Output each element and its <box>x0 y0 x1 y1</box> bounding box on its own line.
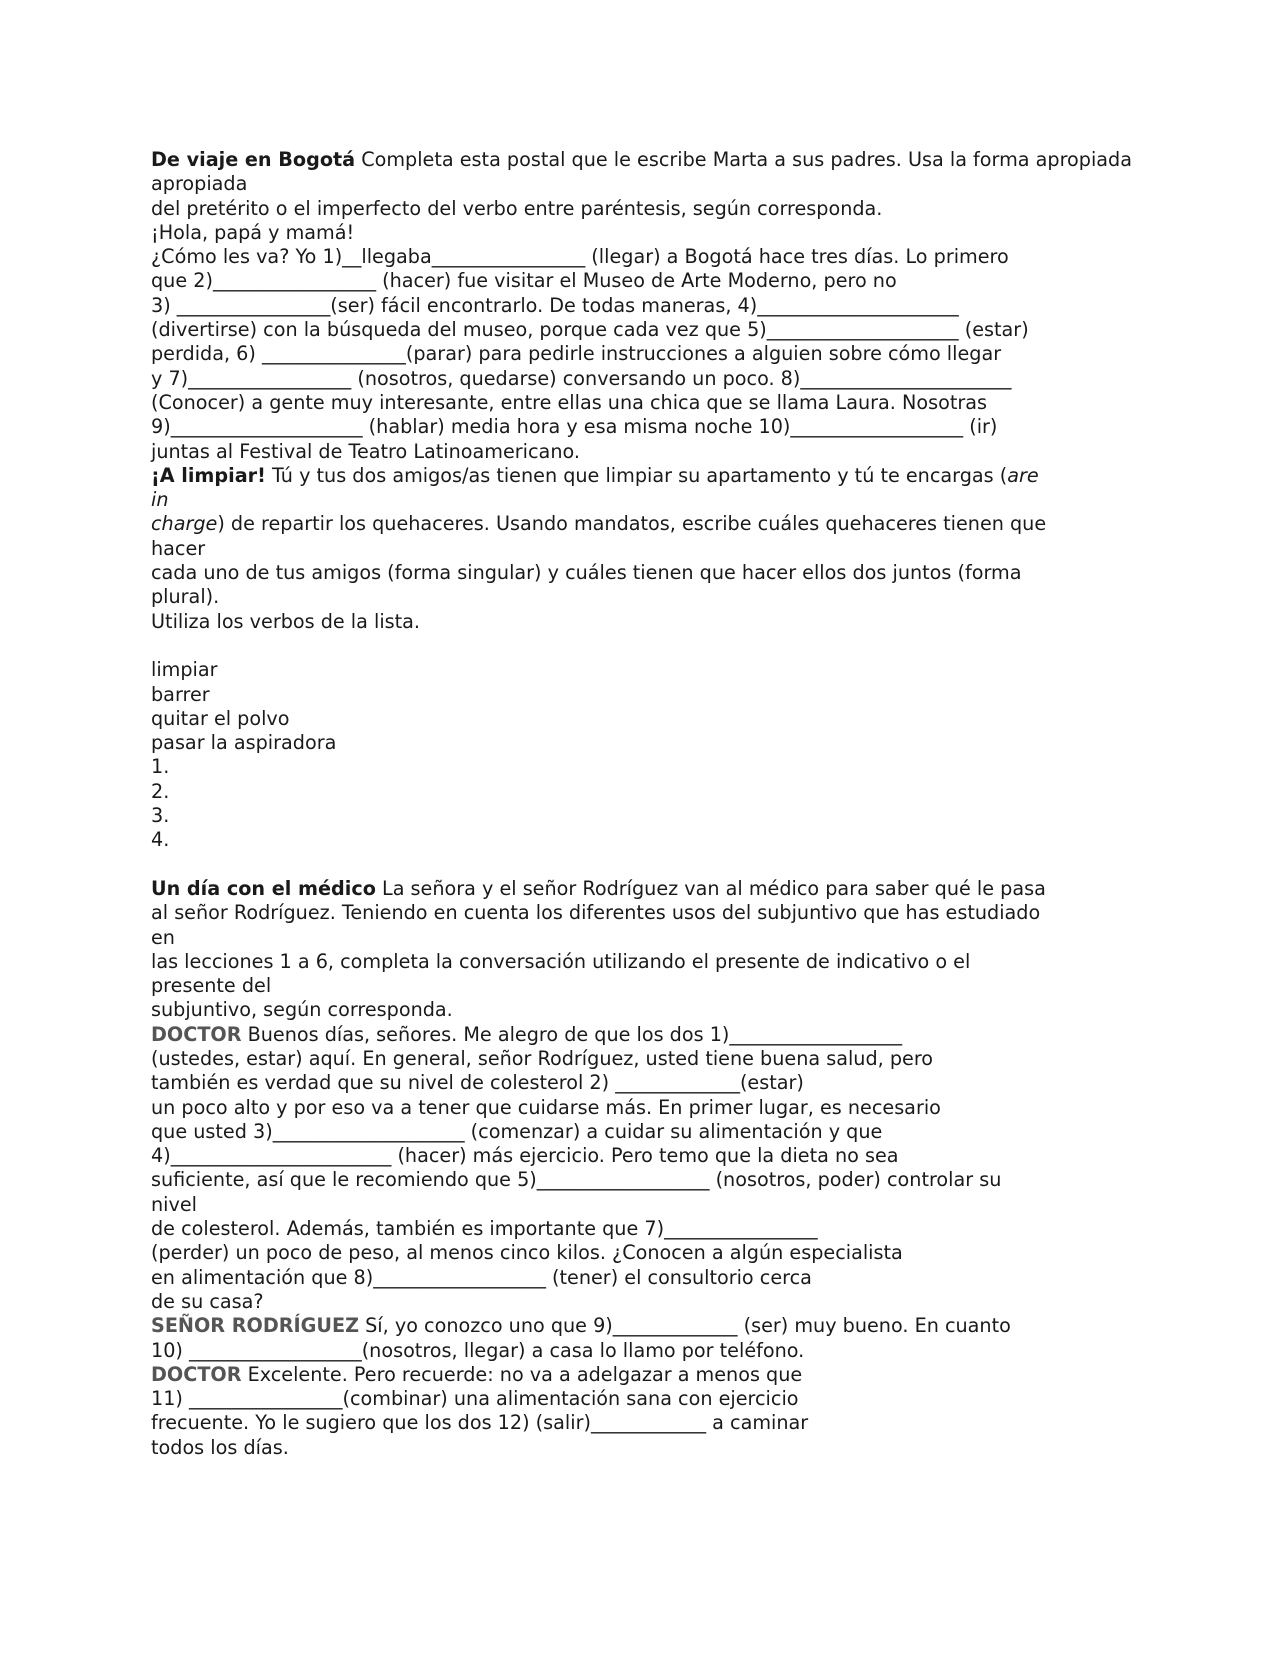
section2-italic: in <box>151 488 169 512</box>
dialogue-line: 10) __________________(nosotros, llegar) a casa lo llamo por teléfono. <box>151 1338 805 1362</box>
answer-number: 1. <box>151 755 170 779</box>
section1-heading-line <box>151 148 1151 172</box>
section3-title: Un día con el médico <box>151 876 376 900</box>
dialogue-line: suficiente, así que le recomiendo que 5)__________________ (nosotros, poder) controlar su <box>151 1168 1002 1192</box>
section3-heading-line <box>151 877 1151 901</box>
section1-line: ¡Hola, papá y mamá! <box>151 220 355 244</box>
section1-line: perdida, 6) _______________(parar) para pedirle instrucciones a alguien sobre cómo llegar <box>151 342 1002 366</box>
dialogue-line: 4)_______________________ (hacer) más ejercicio. Pero temo que la dieta no sea <box>151 1144 899 1168</box>
speaker-doctor: DOCTOR <box>151 1362 242 1386</box>
dialogue-line: (ustedes, estar) aquí. En general, señor Rodríguez, usted tiene buena salud, pero <box>151 1046 934 1070</box>
dialogue-line: (perder) un poco de peso, al menos cinco kilos. ¿Conocen a algún especialista <box>151 1241 903 1265</box>
section2-line: Utiliza los verbos de la lista. <box>151 609 421 633</box>
section1-line: juntas al Festival de Teatro Latinoamericano. <box>151 439 580 463</box>
verb-list-item: quitar el polvo <box>151 706 290 730</box>
section2-italic: are <box>1007 463 1039 487</box>
section1-line: 9)____________________ (hablar) media hora y esa misma noche 10)__________________ (ir) <box>151 415 998 439</box>
section1-title: De viaje en Bogotá <box>151 148 356 171</box>
section2-heading-line <box>151 464 1151 488</box>
dialogue-line: que usted 3)____________________ (comenzar) a cuidar su alimentación y que <box>151 1119 883 1143</box>
dialogue-line: nivel <box>151 1192 197 1216</box>
section2-line: plural). <box>151 585 220 609</box>
section3-line: las lecciones 1 a 6, completa la conversación utilizando el presente de indicativo o el <box>151 949 971 973</box>
dialogue-line: de su casa? <box>151 1289 264 1313</box>
dialogue-line: 11) ________________(combinar) una alimentación sana con ejercicio <box>151 1387 799 1411</box>
section2-line: hacer <box>151 536 206 560</box>
dialogue-line: de colesterol. Además, también es importante que 7)________________ <box>151 1217 818 1241</box>
section1-line: ¿Cómo les va? Yo 1)__llegaba________________ (llegar) a Bogotá hace tres días. Lo primero <box>151 245 1009 269</box>
dialogue-line: en alimentación que 8)__________________ (tener) el consultorio cerca <box>151 1265 812 1289</box>
section2-line <box>151 512 1151 536</box>
spacer <box>151 634 1151 658</box>
doctor-turn-1 <box>151 1023 1151 1047</box>
section2-line: cada uno de tus amigos (forma singular) y cuáles tienen que hacer ellos dos juntos (forma <box>151 561 1022 585</box>
verb-list-item: limpiar <box>151 658 218 682</box>
section3-intro: La señora y el señor Rodríguez van al médico para saber qué le pasa <box>375 876 1046 900</box>
verb-list-item: barrer <box>151 682 210 706</box>
section2-intro: Tú y tus dos amigos/as tienen que limpiar su apartamento y tú te encargas ( <box>265 463 1008 487</box>
section1-line: (Conocer) a gente muy interesante, entre ellas una chica que se llama Laura. Nosotras <box>151 390 987 414</box>
section2-intro: ) de repartir los quehaceres. Usando mandatos, escribe cuáles quehaceres tienen que <box>217 512 1047 536</box>
answer-number: 3. <box>151 804 170 828</box>
speaker-doctor: DOCTOR <box>151 1022 242 1046</box>
section1-line-wrap: apropiada <box>151 172 248 196</box>
section3-line: en <box>151 925 175 949</box>
dialogue-line: frecuente. Yo le sugiero que los dos 12) (salir)____________ a caminar <box>151 1411 809 1435</box>
answer-number: 2. <box>151 779 170 803</box>
dialogue-text: Sí, yo conozco uno que 9)_____________ (ser) muy bueno. En cuanto <box>359 1314 1011 1338</box>
section1-line: que 2)_________________ (hacer) fue visitar el Museo de Arte Moderno, pero no <box>151 269 897 293</box>
section1-line: del pretérito o el imperfecto del verbo entre paréntesis, según corresponda. <box>151 196 883 220</box>
dialogue-line: también es verdad que su nivel de colesterol 2) _____________(estar) <box>151 1071 804 1095</box>
dialogue-line: todos los días. <box>151 1435 289 1459</box>
doctor-turn-2 <box>151 1363 1151 1387</box>
section3-line: presente del <box>151 974 272 998</box>
section2-line <box>151 488 1151 512</box>
section3-line: subjuntivo, según corresponda. <box>151 998 453 1022</box>
section2-italic: charge <box>151 512 218 536</box>
section3-line: al señor Rodríguez. Teniendo en cuenta los diferentes usos del subjuntivo que has estudiado <box>151 901 1041 925</box>
speaker-senor-rodriguez: SEÑOR RODRÍGUEZ <box>151 1314 360 1338</box>
document-page <box>151 148 1151 1460</box>
dialogue-text: Buenos días, señores. Me alegro de que los dos 1)__________________ <box>241 1022 903 1046</box>
senor-turn <box>151 1314 1151 1338</box>
section1-line: (divertirse) con la búsqueda del museo, porque cada vez que 5)____________________ (estar) <box>151 318 1029 342</box>
section1-line: 3) ________________(ser) fácil encontrarlo. De todas maneras, 4)_____________________ <box>151 293 959 317</box>
dialogue-line: un poco alto y por eso va a tener que cuidarse más. En primer lugar, es necesario <box>151 1095 941 1119</box>
section1-line: Completa esta postal que le escribe Marta a sus padres. Usa la forma apropiada <box>355 148 1132 171</box>
section1-line: y 7)_________________ (nosotros, quedarse) conversando un poco. 8)______________________ <box>151 366 1012 390</box>
spacer <box>151 853 1151 877</box>
dialogue-text: Excelente. Pero recuerde: no va a adelgazar a menos que <box>241 1362 803 1386</box>
answer-number: 4. <box>151 828 170 852</box>
section2-title: ¡A limpiar! <box>151 463 266 487</box>
verb-list-item: pasar la aspiradora <box>151 731 337 755</box>
